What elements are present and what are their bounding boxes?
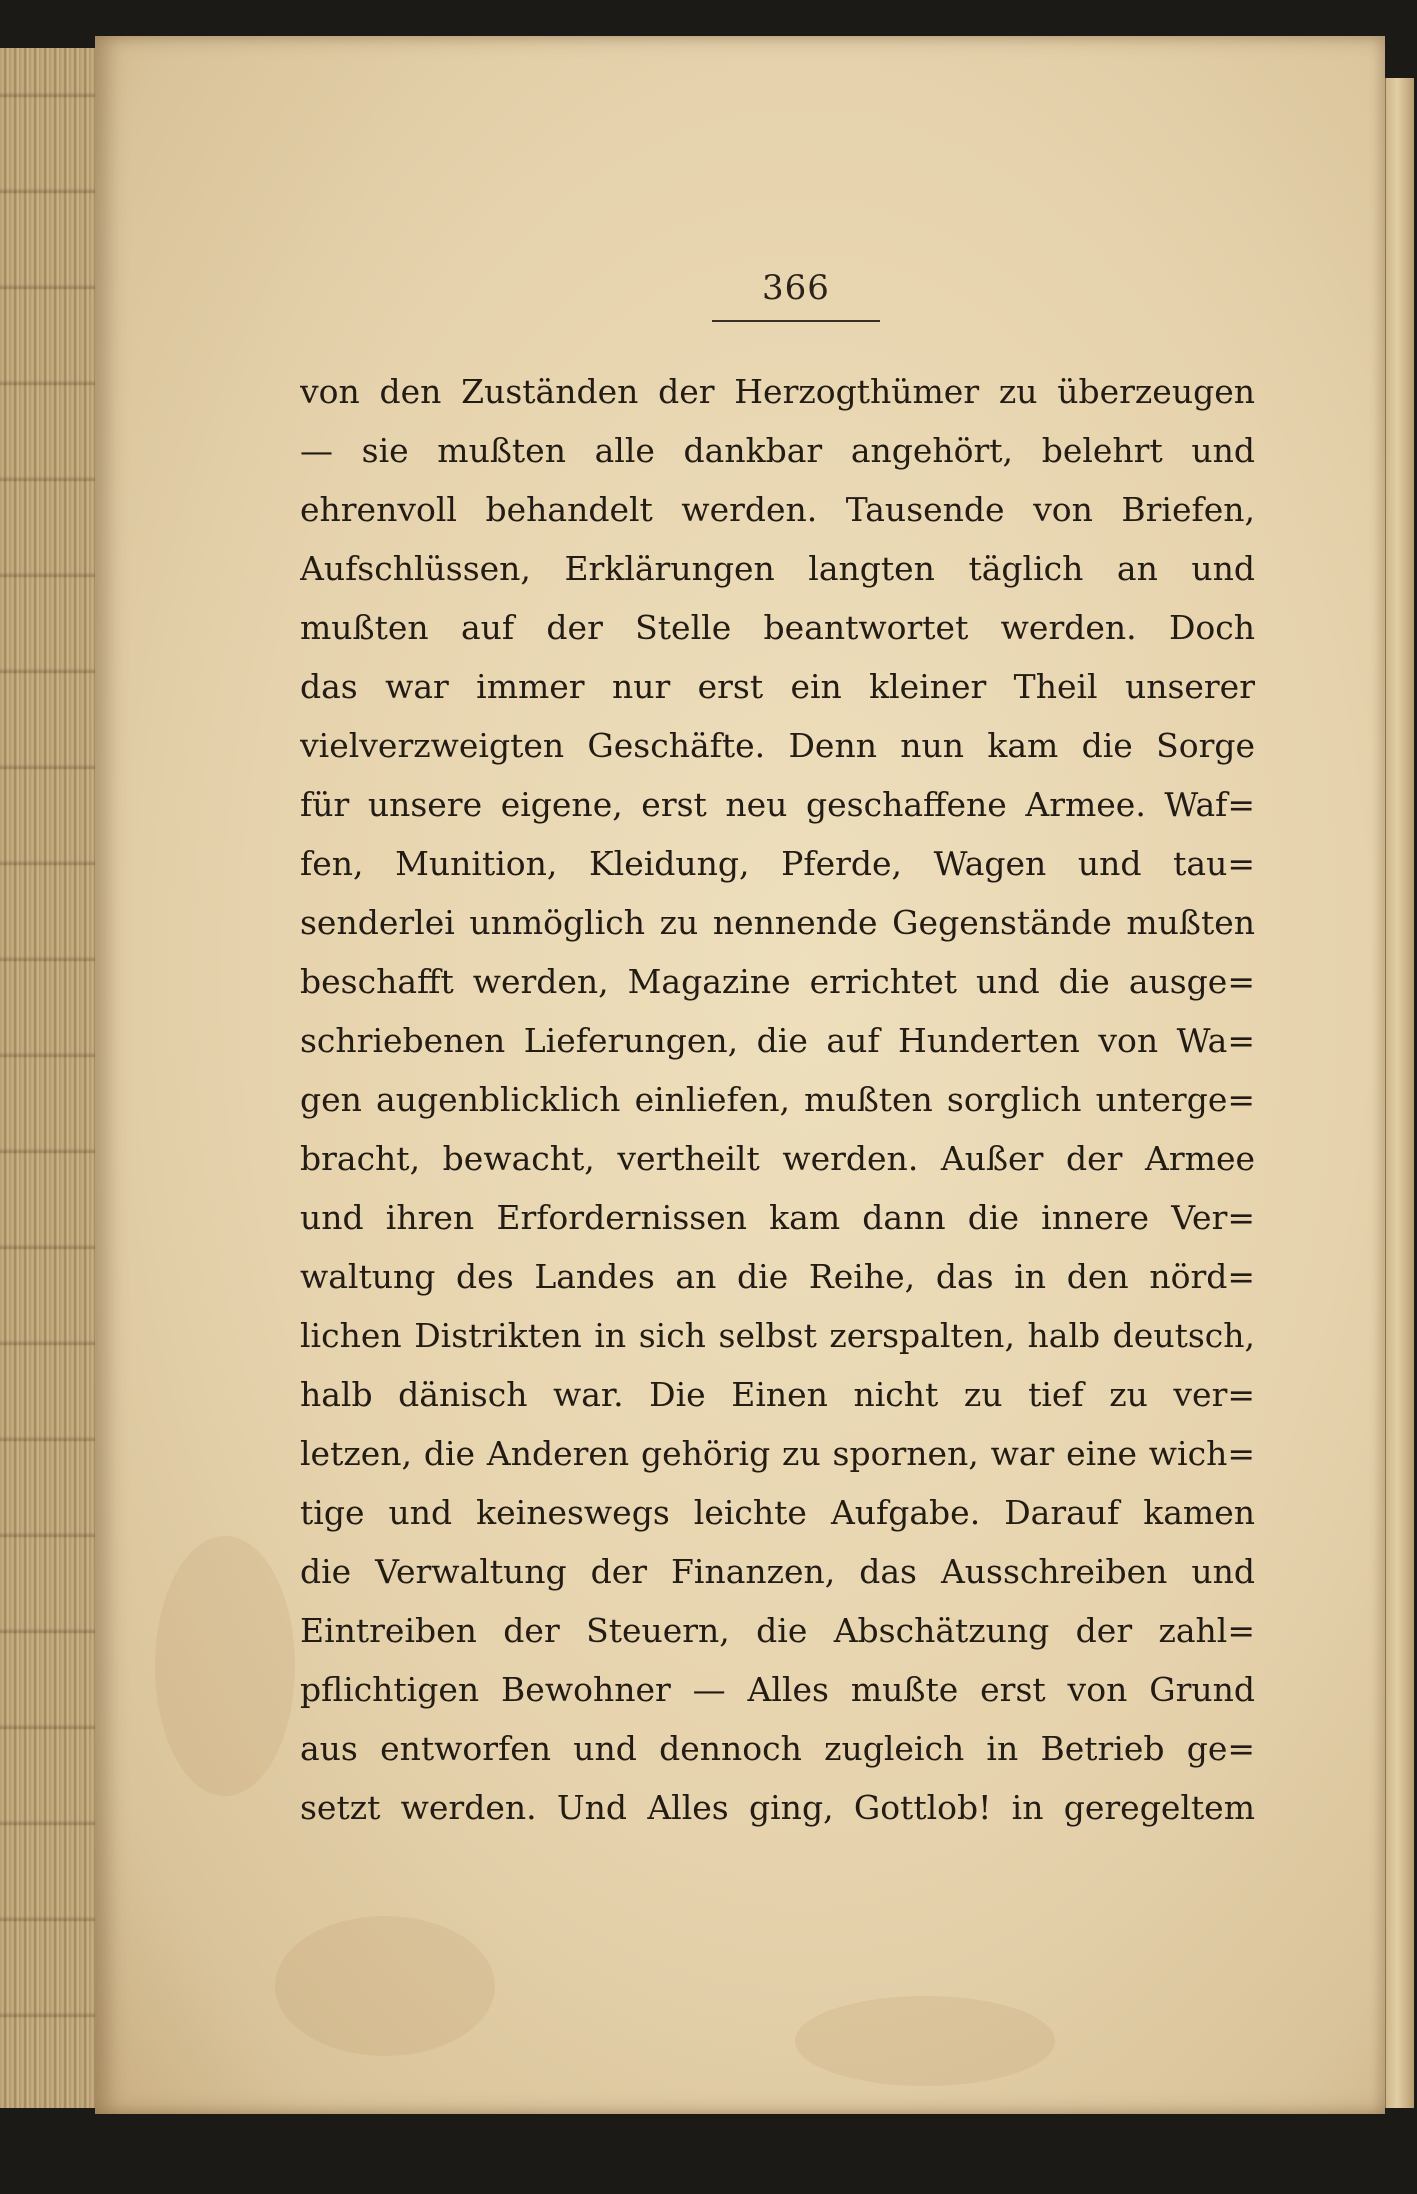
text-line: ehrenvoll behandelt werden. Tausende von Briefen, <box>300 490 1255 529</box>
page-edge-right <box>1385 78 1414 2108</box>
text-line: setzt werden. Und Alles ging, Gottlob! in geregeltem <box>300 1788 1255 1827</box>
text-line: von den Zuständen der Herzogthümer zu überzeugen <box>300 372 1255 411</box>
text-line: vielverzweigten Geschäfte. Denn nun kam die Sorge <box>300 726 1255 765</box>
header-rule <box>712 320 880 322</box>
text-line: bracht, bewacht, vertheilt werden. Außer der Armee <box>300 1139 1255 1178</box>
text-line: aus entworfen und dennoch zugleich in Betrieb ge= <box>300 1729 1255 1768</box>
text-line: tige und keineswegs leichte Aufgabe. Darauf kamen <box>300 1493 1255 1532</box>
paper-stain <box>795 1996 1055 2086</box>
text-line: pflichtigen Bewohner — Alles mußte erst von Grund <box>300 1670 1255 1709</box>
text-line: das war immer nur erst ein kleiner Theil unserer <box>300 667 1255 706</box>
text-line: gen augenblicklich einliefen, mußten sorglich unterge= <box>300 1080 1255 1119</box>
text-line: die Verwaltung der Finanzen, das Ausschreiben und <box>300 1552 1255 1591</box>
text-line: mußten auf der Stelle beantwortet werden. Doch <box>300 608 1255 647</box>
body-text <box>300 362 1255 1837</box>
text-line: senderlei unmöglich zu nennende Gegenstände mußten <box>300 903 1255 942</box>
paper-stain <box>275 1916 495 2056</box>
text-line: halb dänisch war. Die Einen nicht zu tief zu ver= <box>300 1375 1255 1414</box>
text-line: schriebenen Lieferungen, die auf Hunderten von Wa= <box>300 1021 1255 1060</box>
text-line: für unsere eigene, erst neu geschaffene Armee. Waf= <box>300 785 1255 824</box>
page-edges-left <box>0 48 97 2108</box>
text-line: beschafft werden, Magazine errichtet und die ausge= <box>300 962 1255 1001</box>
text-line: — sie mußten alle dankbar angehört, belehrt und <box>300 431 1255 470</box>
text-line: fen, Munition, Kleidung, Pferde, Wagen und tau= <box>300 844 1255 883</box>
text-line: lichen Distrikten in sich selbst zerspalten, halb deutsch, <box>300 1316 1255 1355</box>
page-number: 366 <box>762 268 830 308</box>
paper-stain <box>155 1536 295 1796</box>
text-line: Eintreiben der Steuern, die Abschätzung der zahl= <box>300 1611 1255 1650</box>
text-line: letzen, die Anderen gehörig zu spornen, war eine wich= <box>300 1434 1255 1473</box>
text-line: und ihren Erfordernissen kam dann die innere Ver= <box>300 1198 1255 1237</box>
text-line: waltung des Landes an die Reihe, das in den nörd= <box>300 1257 1255 1296</box>
text-line: Aufschlüssen, Erklärungen langten täglich an und <box>300 549 1255 588</box>
